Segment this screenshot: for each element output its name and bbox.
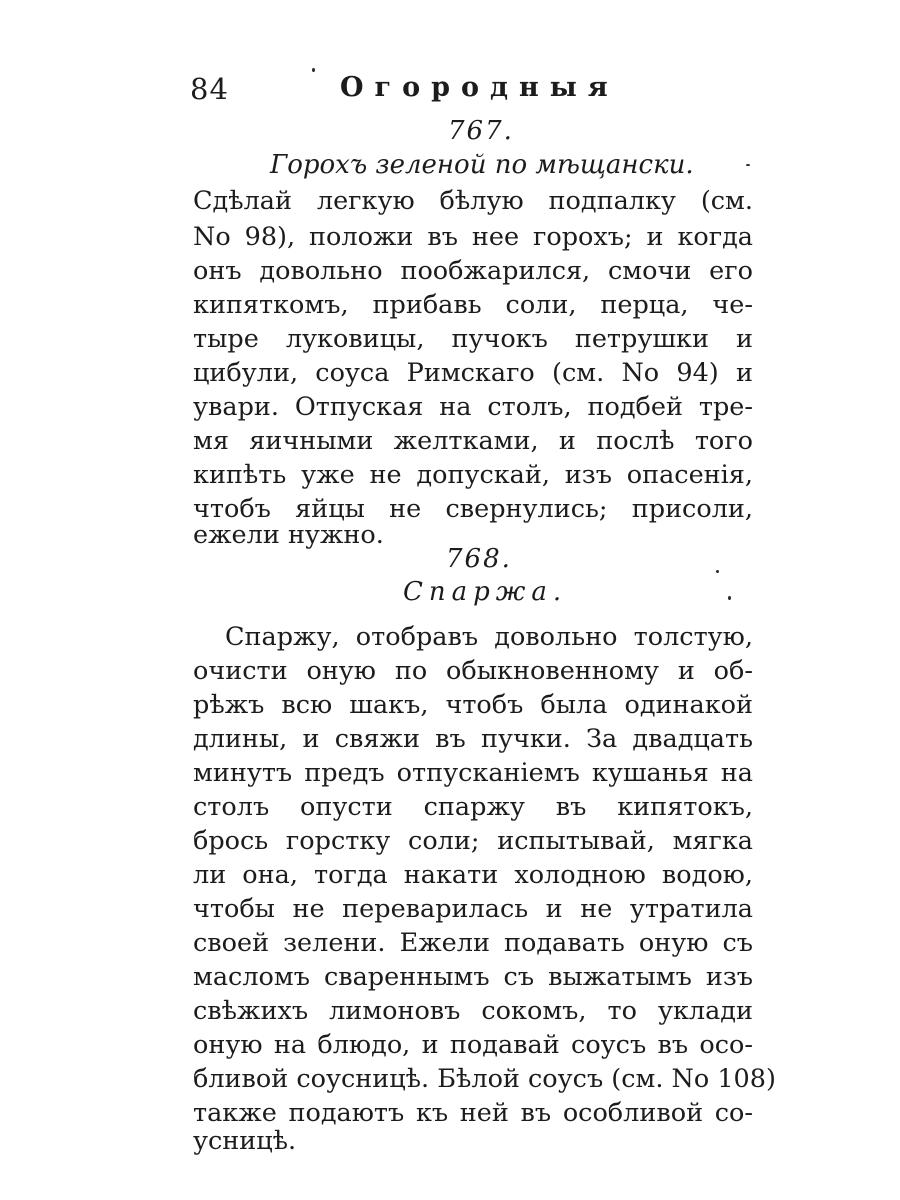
text-line: тыре луковицы, пучокъ петрушки и	[193, 324, 753, 354]
ink-speck	[728, 596, 731, 600]
text-line: ли она, тогда накати холодною водою,	[193, 860, 753, 890]
text-line: Спаржу, отобравъ довольно толстую,	[225, 622, 753, 652]
text-line: кипяткомъ, прибавь соли, перца, че-	[193, 290, 753, 320]
ink-speck	[312, 68, 315, 72]
text-line: мя яичными желтками, и послѣ того	[193, 426, 753, 456]
text-line: кипѣть уже не допускай, изъ опасенія,	[193, 460, 753, 490]
text-line: минутъ предъ отпусканіемъ кушанья на	[193, 758, 753, 788]
text-line: длины, и свяжи въ пучки. За двадцать	[193, 724, 753, 754]
recipe-title-asparagus: Спаржа.	[403, 577, 568, 607]
text-line: чтобы не переварилась и не утратила	[193, 894, 753, 924]
ink-speck	[716, 570, 719, 573]
text-line: брось горстку соли; испытывай, мягка	[193, 826, 753, 856]
text-line: усницѣ.	[193, 1126, 297, 1156]
text-line: ежели нужно.	[193, 520, 384, 550]
text-line: увари. Отпуская на столъ, подбей тре-	[193, 392, 753, 422]
text-line: No 98), положи въ нее горохъ; и когда	[193, 222, 753, 252]
running-title: Огородныя	[340, 72, 619, 103]
text-line: Сдѣлай легкую бѣлую подпалку (см.	[193, 186, 753, 216]
running-header	[190, 72, 750, 112]
text-line: рѣжъ всю шакъ, чтобъ была одинакой	[193, 690, 753, 720]
text-line: чтобъ яйцы не свернулись; присоли,	[193, 494, 753, 524]
text-line: своей зелени. Ежели подавать оную съ	[193, 928, 753, 958]
text-line: масломъ свареннымъ съ выжатымъ изъ	[193, 962, 753, 992]
text-line: бливой соусницѣ. Бѣлой соусъ (см. No 108)	[193, 1064, 776, 1094]
recipe-number-768: 768.	[446, 544, 512, 574]
recipe-number-767: 767.	[448, 116, 514, 146]
text-line: цибули, соуса Римскаго (см. No 94) и	[193, 358, 753, 388]
recipe-title-peas: Горохъ зеленой по мѣщански.	[270, 150, 694, 180]
text-line: также подаютъ къ ней въ особливой со-	[193, 1098, 753, 1128]
text-line: онъ довольно пообжарился, смочи его	[193, 256, 753, 286]
ink-speck	[746, 164, 750, 166]
text-line: оную на блюдо, и подавай соусъ въ осо-	[193, 1030, 753, 1060]
text-line: столъ опусти спаржу въ кипятокъ,	[193, 792, 753, 822]
text-line: свѣжихъ лимоновъ сокомъ, то уклади	[193, 996, 753, 1026]
text-line: очисти оную по обыкновенному и об-	[193, 656, 753, 686]
page-number: 84	[190, 72, 229, 106]
